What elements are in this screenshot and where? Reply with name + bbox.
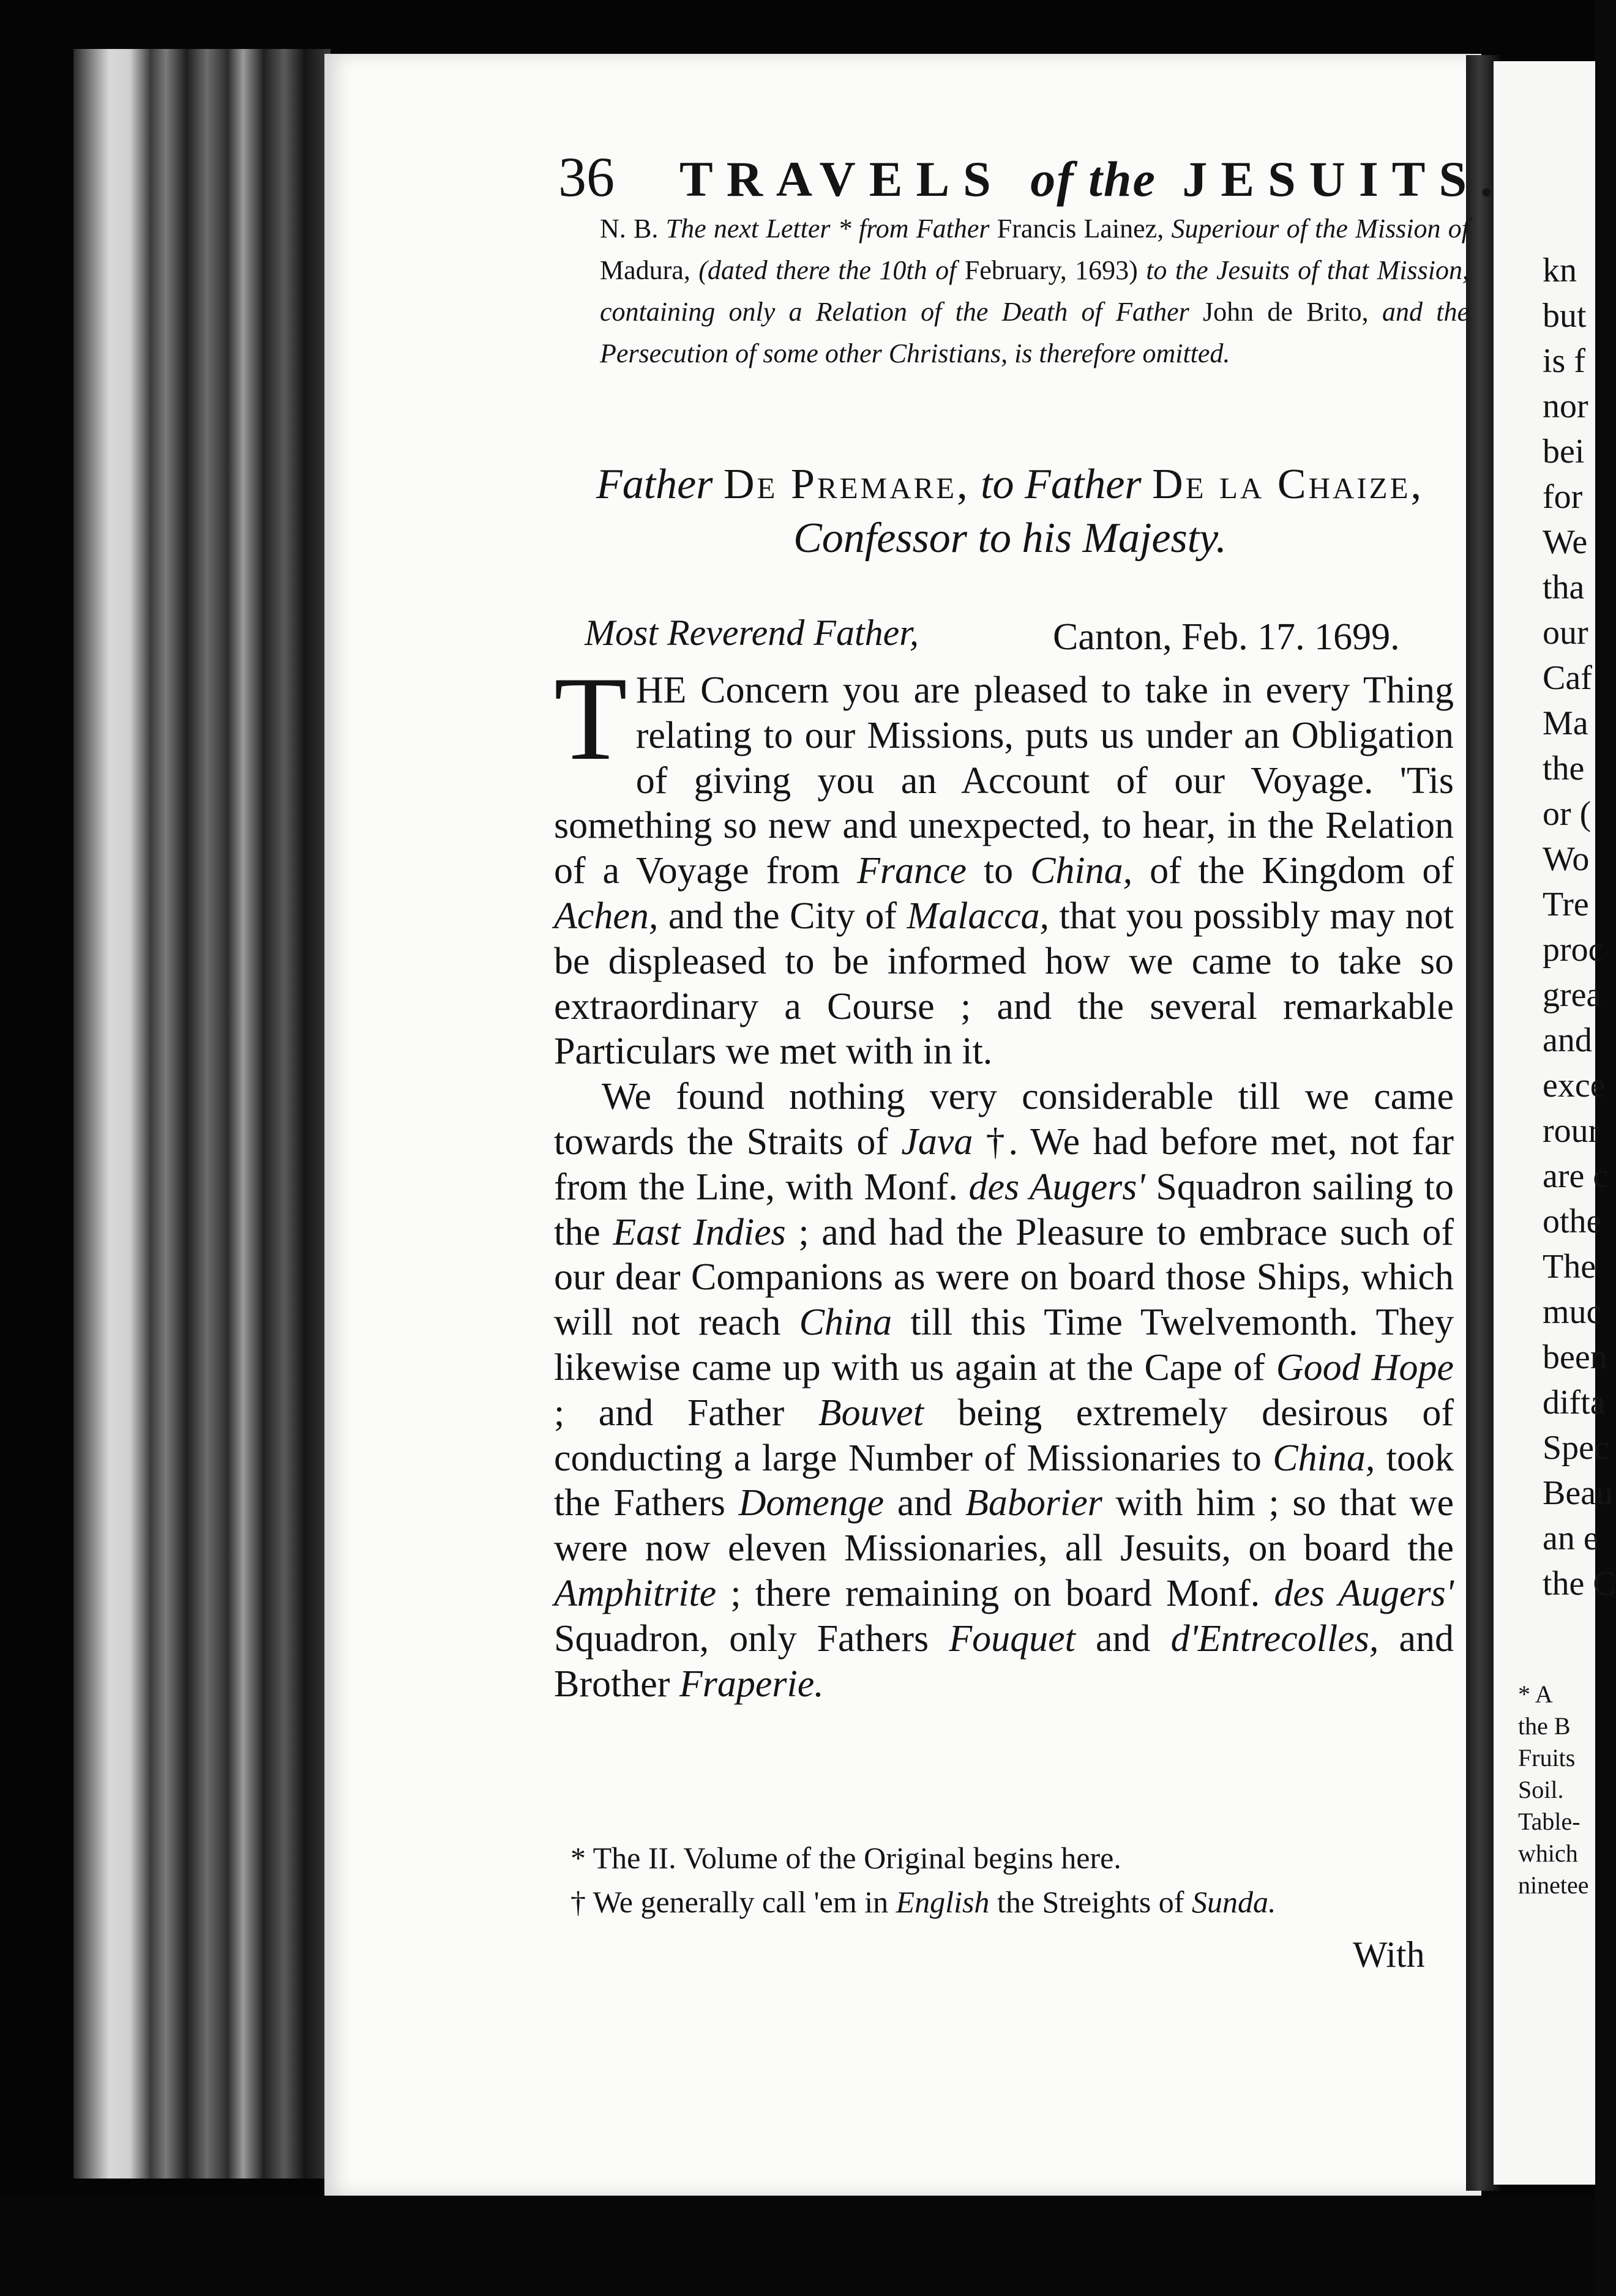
- footnote: [570, 1880, 1458, 1924]
- facing-page-line: Tre: [1543, 885, 1589, 923]
- italic-run: Malacca,: [907, 895, 1049, 937]
- text-run: the Streights of: [997, 1885, 1184, 1919]
- facing-page-line: but: [1543, 297, 1587, 335]
- drop-cap: T: [554, 652, 627, 785]
- facing-page-line: difta: [1543, 1384, 1606, 1422]
- facing-page-line: bei: [1543, 433, 1585, 471]
- facing-page-line: muc: [1543, 1293, 1602, 1331]
- facing-page-line: exce: [1543, 1067, 1606, 1105]
- facing-page-line: our: [1543, 614, 1588, 652]
- running-title-end: JESUITS.: [1182, 151, 1506, 207]
- italic-run: Amphitrite: [554, 1572, 717, 1614]
- facing-page-footnote-line: ninetee: [1518, 1871, 1589, 1899]
- page-number: 36: [558, 146, 615, 208]
- italic-run: China: [799, 1302, 892, 1344]
- note-name: February, 1693): [964, 255, 1138, 285]
- italic-run: East Indies: [613, 1211, 786, 1253]
- text-run: till this Time Twelvemonth. They likewise came up with us again at the Cape of: [554, 1302, 1454, 1388]
- book-edge-left: [73, 49, 331, 2179]
- scan-bottom-edge: [0, 2197, 1595, 2296]
- text-run: † We generally call 'em in: [570, 1885, 889, 1919]
- footnote: * The II. Volume of the Original begins here.: [570, 1841, 1121, 1875]
- italic-run: Java: [901, 1120, 973, 1163]
- note-name: Madura,: [600, 255, 690, 285]
- note-text: and the Persecution of some other Christians, is therefore omitted.: [600, 297, 1469, 368]
- italic-run: English: [896, 1885, 990, 1919]
- letter-body: [554, 652, 1454, 1707]
- heading-word: Father: [596, 461, 713, 508]
- text-run: Squadron sailing to the: [554, 1166, 1454, 1253]
- facing-page-line: Spec: [1543, 1429, 1609, 1467]
- facing-page-line: proc: [1543, 931, 1604, 969]
- text-run: with him ; so that we were now eleven Missionaries, all Jesuits, on board the: [554, 1482, 1454, 1570]
- note-text: (dated there the 10th of: [698, 255, 957, 285]
- facing-page-line: nor: [1543, 387, 1588, 425]
- text-run: HE Concern you are pleased to take in every Thing relating to our Missions, puts us under an Obligation of giving you an Account of our Voyage. 'Tis something so new and unexpected, to hear, in the Relation of a Voyage from: [554, 669, 1454, 892]
- facing-page-line: kn: [1543, 252, 1577, 289]
- italic-run: d'Entrecolles,: [1170, 1617, 1379, 1660]
- facing-page-footnote-line: Fruits: [1518, 1744, 1576, 1772]
- italic-run: Fouquet: [949, 1617, 1075, 1660]
- italic-run: Fraperie.: [679, 1663, 824, 1705]
- facing-page-line: the C: [1543, 1565, 1616, 1603]
- heading-word: Confessor to his Majesty.: [793, 515, 1227, 562]
- italic-run: Bouvet: [818, 1392, 924, 1434]
- facing-page-line: rour: [1543, 1112, 1600, 1150]
- footnotes: [570, 1836, 1458, 1924]
- italic-run: Baborier: [965, 1482, 1102, 1524]
- facing-page-line: for: [1543, 478, 1583, 516]
- text-run: ; and Father: [554, 1392, 785, 1434]
- facing-page-line: and: [1543, 1021, 1592, 1059]
- text-run: and Brother: [554, 1617, 1454, 1705]
- paragraph: [554, 1075, 1454, 1707]
- facing-page-line: Wo: [1543, 840, 1590, 878]
- facing-page-line: grea: [1543, 976, 1602, 1014]
- text-run: that you possibly may not be displeased to be informed how we came to take so extraordinary a Course ; and the several remarkable Particulars we met with in it.: [554, 895, 1454, 1073]
- facing-page-footnote-line: Table-: [1518, 1808, 1580, 1835]
- text-run: to: [983, 850, 1014, 892]
- italic-run: Achen,: [554, 895, 659, 937]
- facing-page-line: the: [1543, 750, 1585, 788]
- letter-heading: [563, 458, 1457, 565]
- italic-run: des Augers': [1274, 1572, 1454, 1614]
- note-name: Francis Lainez,: [997, 214, 1164, 244]
- heading-word: to Father: [981, 461, 1142, 508]
- facing-page-footnote-line: which: [1518, 1839, 1578, 1867]
- dateline: Canton, Feb. 17. 1699.: [1053, 616, 1400, 658]
- italic-run: Good Hope: [1276, 1346, 1454, 1388]
- running-title-main: TRAVELS: [679, 151, 1004, 207]
- text-run: and: [1095, 1617, 1151, 1660]
- italic-run: China,: [1273, 1437, 1375, 1479]
- facing-page-line: an e: [1543, 1519, 1599, 1557]
- salutation: Most Reverend Father,: [585, 613, 919, 653]
- text-run: took the Fathers: [554, 1437, 1454, 1524]
- facing-page-line: or (: [1543, 795, 1592, 833]
- italic-run: Sunda.: [1191, 1885, 1276, 1919]
- facing-page-footnote-line: the B: [1518, 1712, 1571, 1740]
- note-name: John de Brito,: [1203, 297, 1369, 327]
- note-text: Superiour of the Mission of: [1171, 214, 1470, 244]
- editorial-note: [600, 208, 1469, 375]
- facing-page-line: Caf: [1543, 659, 1592, 697]
- facing-page-line: tha: [1543, 568, 1585, 606]
- text-run: †. We had before met, not far from the Line, with Monf.: [554, 1120, 1454, 1208]
- heading-name: De la Chaize,: [1152, 461, 1424, 508]
- facing-page-footnote-line: Soil.: [1518, 1776, 1564, 1803]
- facing-page-line: Beau: [1543, 1474, 1614, 1512]
- paragraph: [554, 652, 1454, 1075]
- facing-page-line: is f: [1543, 342, 1585, 380]
- text-run: of the Kingdom of: [1150, 850, 1454, 892]
- italic-run: des Augers': [968, 1166, 1145, 1208]
- heading-name: De Premare,: [724, 461, 970, 508]
- text-run: ; and had the Pleasure to embrace such of our dear Companions as were on board those Ships, which will not reach: [554, 1211, 1454, 1344]
- text-run: Squadron, only Fathers: [554, 1617, 929, 1660]
- running-title: [679, 151, 1506, 208]
- facing-page-line: We: [1543, 523, 1588, 561]
- note-nb: N. B.: [600, 214, 659, 244]
- text-run: and: [897, 1482, 952, 1524]
- catchword: With: [1353, 1934, 1425, 1975]
- italic-run: Domenge: [738, 1482, 885, 1524]
- text-run: ; there remaining on board Monf.: [730, 1572, 1260, 1614]
- note-text: The next Letter * from Father: [665, 214, 990, 244]
- facing-page-line: othe: [1543, 1202, 1602, 1240]
- text-run: being extremely desirous of conducting a large Number of Missionaries to: [554, 1392, 1454, 1479]
- facing-page-line: been: [1543, 1338, 1607, 1376]
- italic-run: China,: [1030, 850, 1133, 892]
- facing-page-footnote-line: * A: [1518, 1680, 1553, 1708]
- facing-page-line: Ma: [1543, 704, 1588, 742]
- facing-page-line: are c: [1543, 1157, 1609, 1195]
- text-run: We found nothing very considerable till we came towards the Straits of: [554, 1076, 1454, 1163]
- text-run: and the City of: [668, 895, 897, 937]
- facing-page-line: The: [1543, 1248, 1596, 1286]
- note-text: to the Jesuits of that Mission, containing only a Relation of the Death of Father: [600, 255, 1470, 327]
- running-title-italic: of the: [1030, 151, 1156, 207]
- italic-run: France: [856, 850, 967, 892]
